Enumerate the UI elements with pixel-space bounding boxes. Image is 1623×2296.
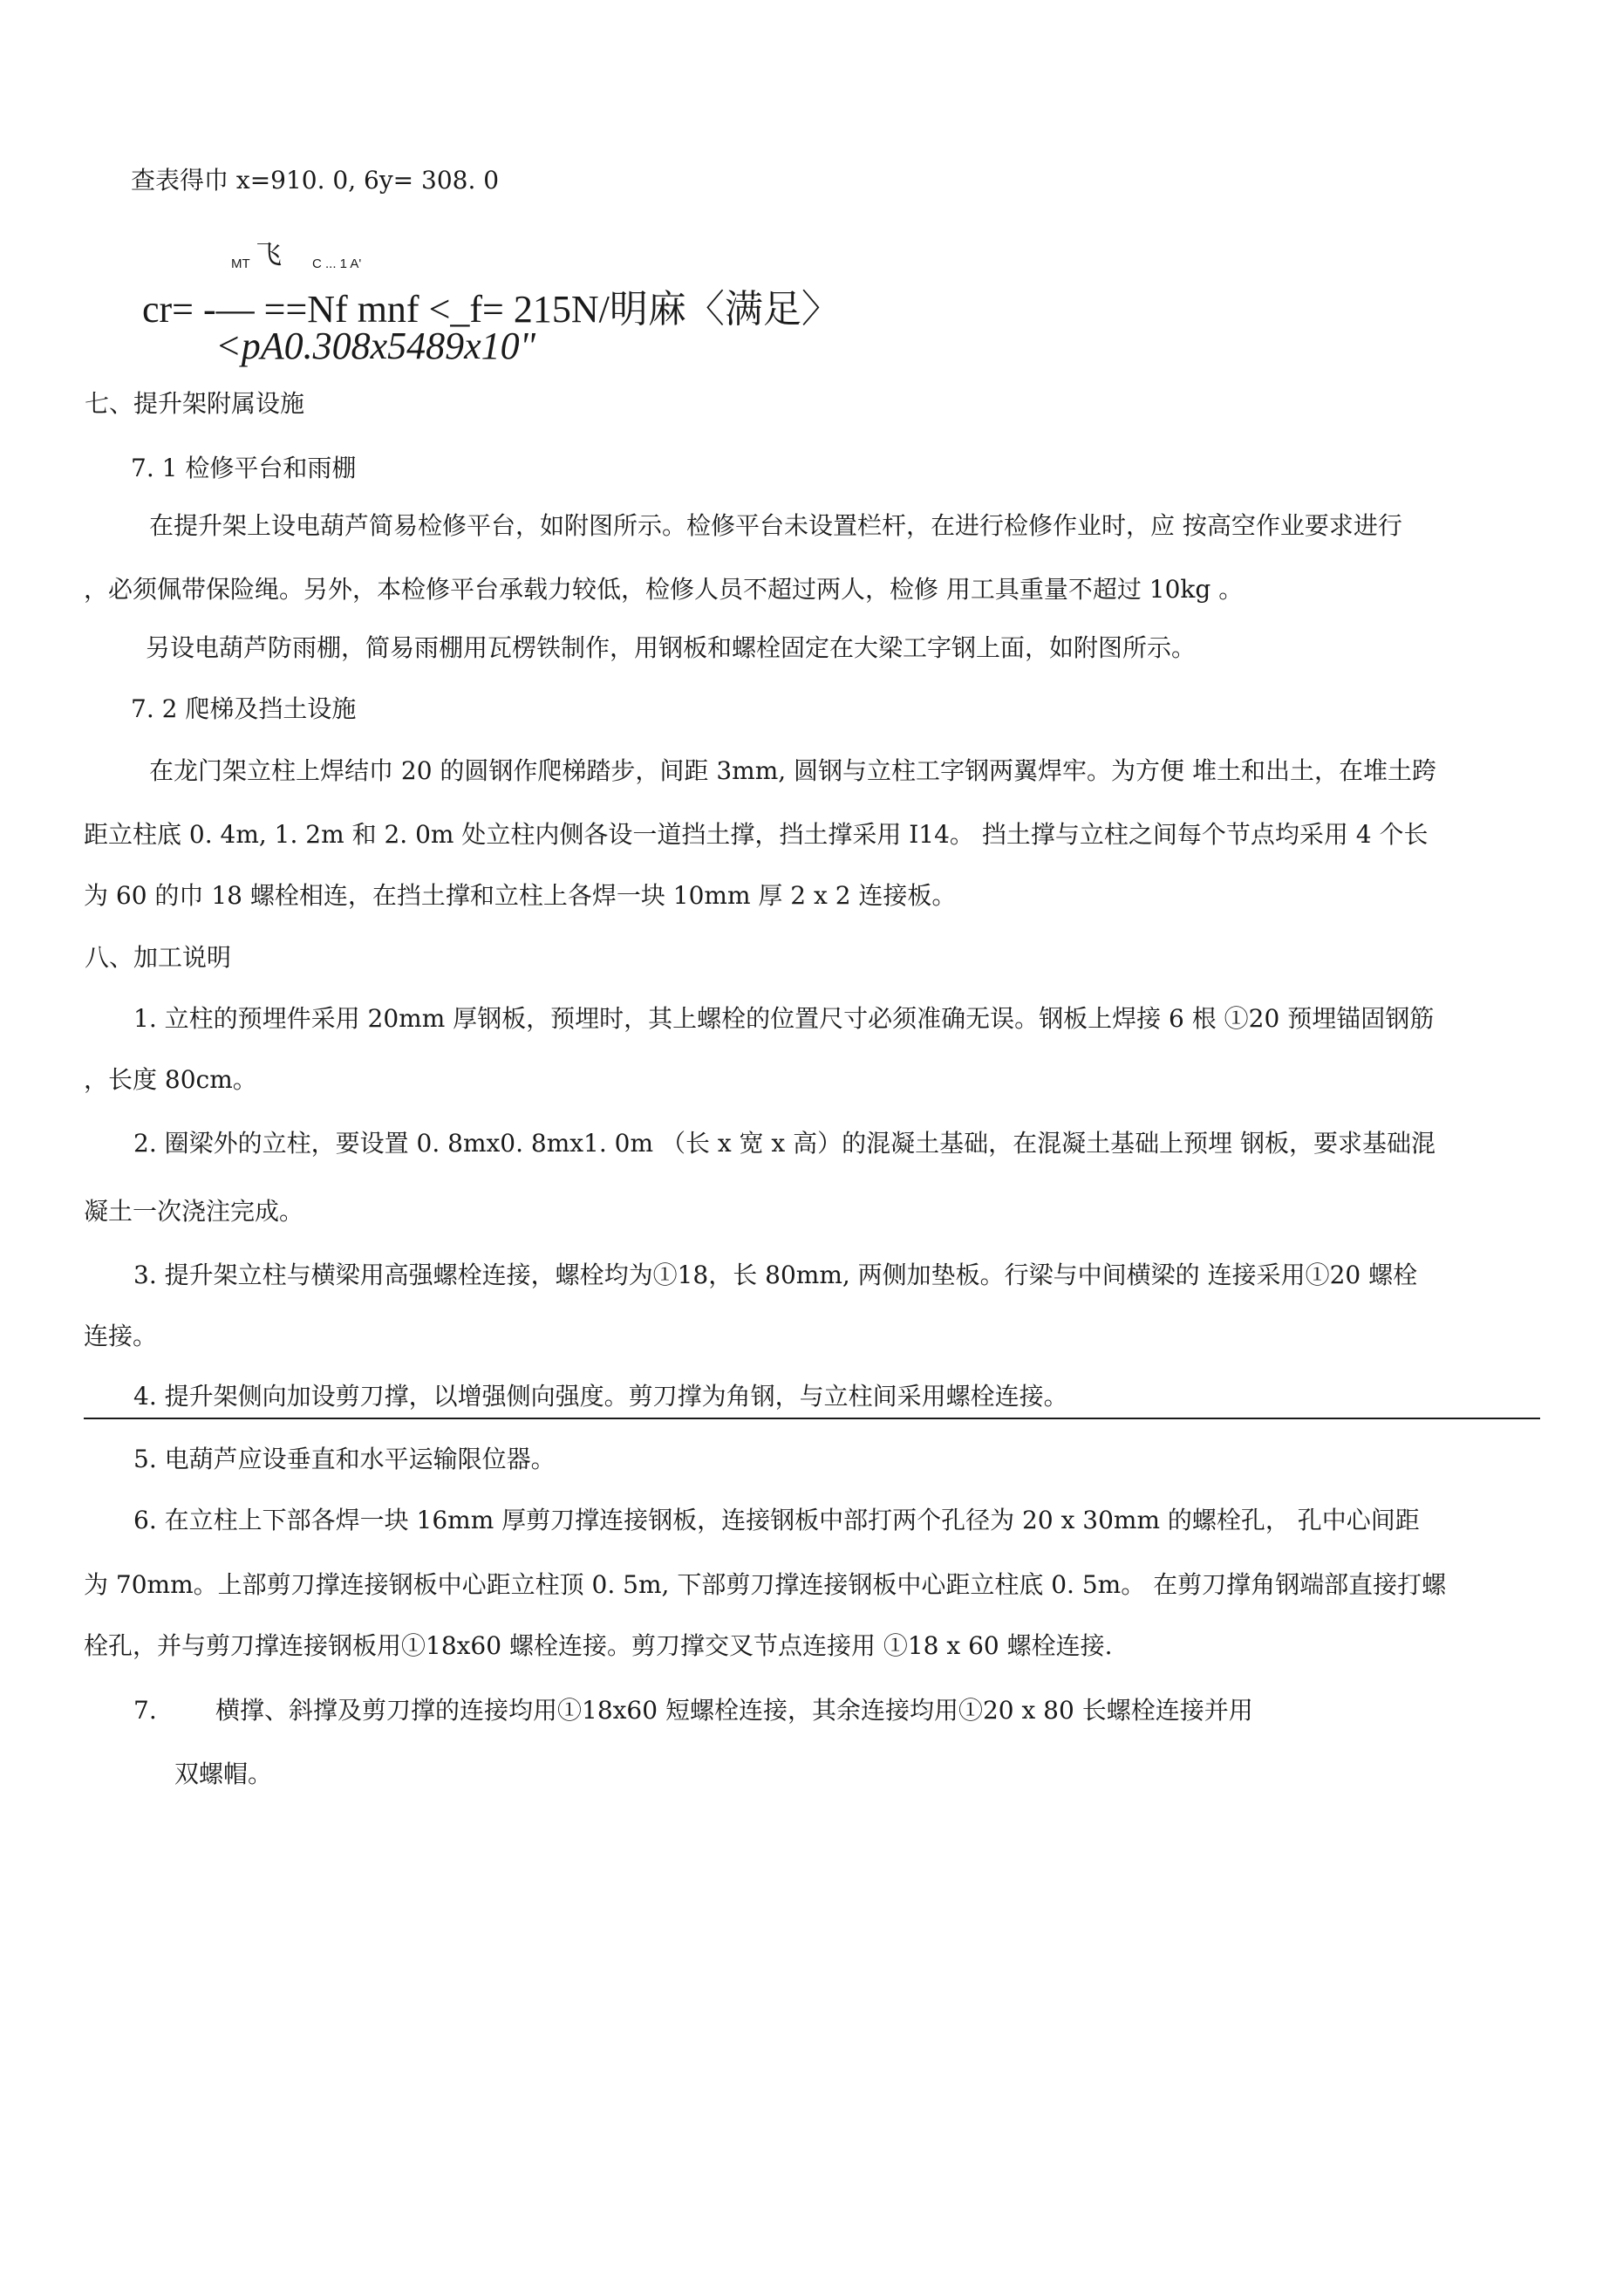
paragraph-line: 在提升架上设电葫芦简易检修平台，如附图所示。检修平台未设置栏杆，在进行检修作业时，应 按高空作业要求进行 — [149, 511, 1402, 540]
paragraph-line: ，必须佩带保险绳。另外，本检修平台承载力较低，检修人员不超过两人，检修 用工具重量不超过 10kg 。 — [84, 575, 1244, 604]
list-item-3: 3. 提升架立柱与横梁用高强螺栓连接，螺栓均为①18，长 80mm, 两侧加垫板。行梁与中间横梁的 连接采用①20 螺栓 — [133, 1261, 1418, 1289]
list-item-5: 5. 电葫芦应设垂直和水平运输限位器。 — [133, 1445, 556, 1473]
formula-small-glyph: 飞 — [256, 240, 282, 270]
list-item-7-cont: 双螺帽。 — [174, 1760, 273, 1788]
list-item-6-cont: 栓孔，并与剪刀撑连接钢板用①18x60 螺栓连接。剪刀撑交叉节点连接用 ①18 x 60 螺栓连接. — [84, 1631, 1113, 1660]
list-item-6-cont: 为 70mm。上部剪刀撑连接钢板中心距立柱顶 0. 5m, 下部剪刀撑连接钢板中心距立柱底 0. 5m。 在剪刀撑角钢端部直接打螺 — [84, 1570, 1447, 1599]
section-heading-7: 七、提升架附属设施 — [85, 389, 305, 418]
list-item-2: 2. 圈梁外的立柱，要设置 0. 8mx0. 8mx1. 0m （长 x 宽 x 高）的混凝土基础，在混凝土基础上预埋 钢板，要求基础混 — [133, 1129, 1436, 1158]
list-item-7: 横撑、斜撑及剪刀撑的连接均用①18x60 短螺栓连接，其余连接均用①20 x 80 长螺栓连接并用 — [215, 1696, 1253, 1725]
subsection-heading-7-2: 7. 2 爬梯及挡土设施 — [131, 694, 357, 723]
table-lookup-line: 查表得巾 x=910. 0, 6y= 308. 0 — [131, 166, 500, 195]
subsection-heading-7-1: 7. 1 检修平台和雨棚 — [131, 454, 357, 482]
formula-small-text: MT — [231, 256, 250, 271]
list-item-3-cont: 连接。 — [84, 1322, 158, 1350]
list-item-4: 4. 提升架侧向加设剪刀撑，以增强侧向强度。剪刀撑为角钢，与立柱间采用螺栓连接。 — [133, 1382, 1068, 1411]
paragraph-line: 距立柱底 0. 4m, 1. 2m 和 2. 0m 处立柱内侧各设一道挡土撑，挡土撑采用 I14。 挡土撑与立柱之间每个节点均采用 4 个长 — [84, 820, 1429, 849]
horizontal-divider — [84, 1418, 1540, 1419]
section-heading-8: 八、加工说明 — [85, 943, 232, 972]
list-item-6: 6. 在立柱上下部各焊一块 16mm 厚剪刀撑连接钢板，连接钢板中部打两个孔径为 20 x 30mm 的螺栓孔， 孔中心间距 — [133, 1506, 1420, 1534]
formula-small-text-2: C ... 1 A' — [312, 256, 362, 271]
paragraph-line: 在龙门架立柱上焊结巾 20 的圆钢作爬梯踏步，间距 3mm, 圆钢与立柱工字钢两翼焊牢。为方便 堆土和出土，在堆土跨 — [149, 756, 1436, 785]
stress-formula: cr= -— ==Nf mnf <_f= 215N/明麻〈满足〉 — [142, 288, 840, 331]
paragraph-line: 为 60 的巾 18 螺栓相连，在挡土撑和立柱上各焊一块 10mm 厚 2 x 2 连接板。 — [84, 881, 957, 910]
list-item-7-number: 7. — [133, 1696, 157, 1725]
list-item-1: 1. 立柱的预埋件采用 20mm 厚钢板，预埋时，其上螺栓的位置尺寸必须准确无误。钢板上焊接 6 根 ①20 预埋锚固钢筋 — [133, 1004, 1435, 1033]
paragraph-line: 另设电葫芦防雨棚，简易雨棚用瓦楞铁制作，用钢板和螺栓固定在大梁工字钢上面，如附图所示。 — [146, 633, 1197, 662]
list-item-2-cont: 凝土一次浇注完成。 — [84, 1197, 304, 1226]
list-item-1-cont: ，长度 80cm。 — [84, 1065, 257, 1094]
stress-formula-denominator: <pA0.308x5489x10" — [215, 325, 536, 367]
